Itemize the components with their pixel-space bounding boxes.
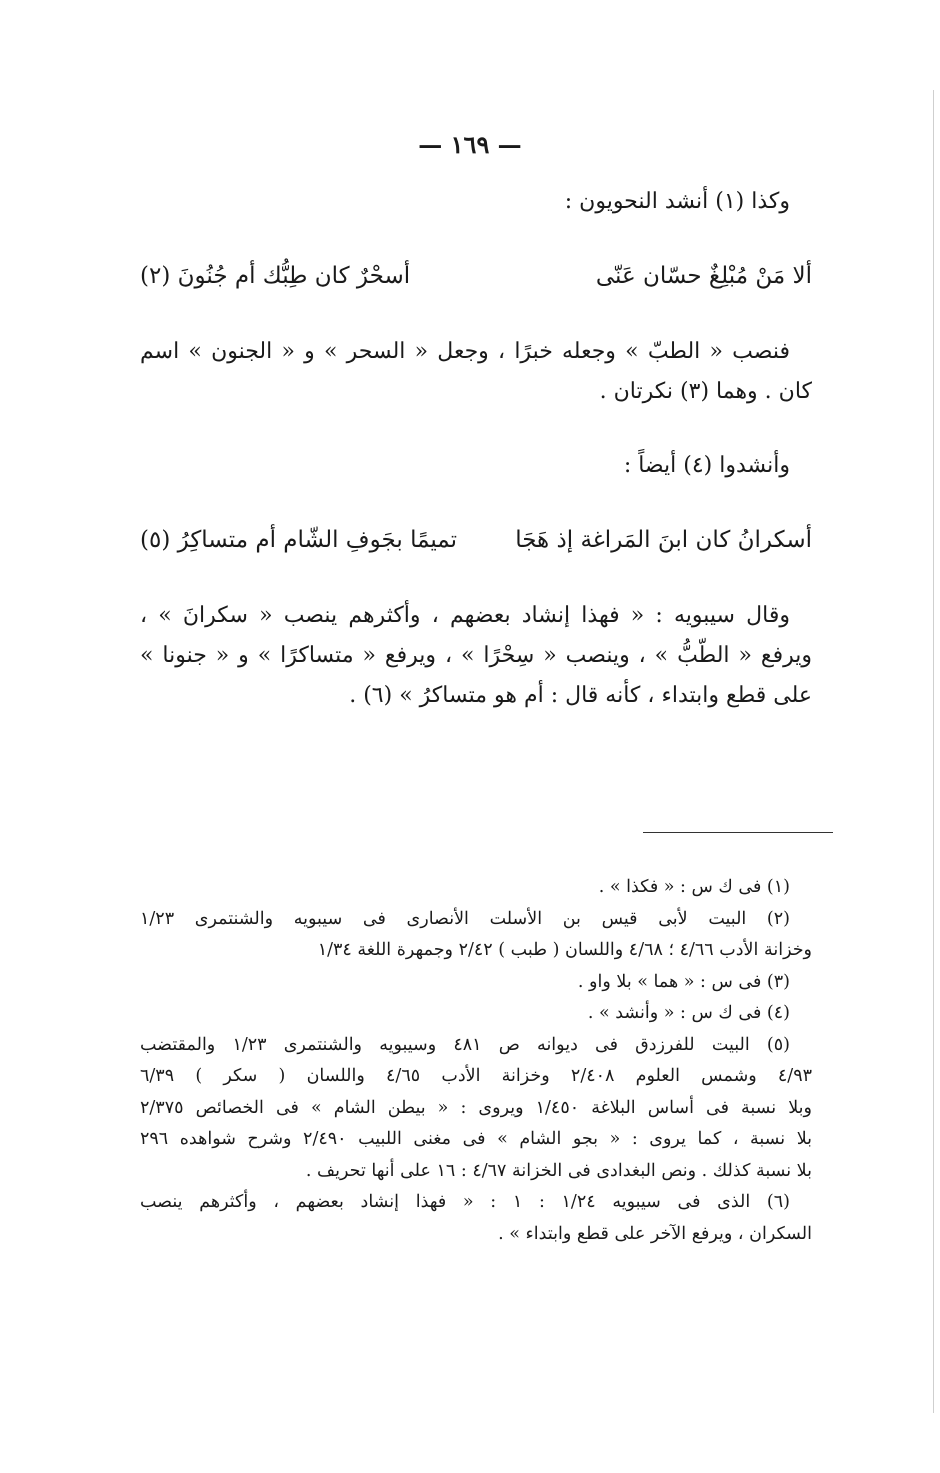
footnote-line: (١) فى ك س : « فكذا » . xyxy=(598,877,790,897)
verse-1-first-hemistich: ألا مَنْ مُبْلِغٌ حسّان عَنّى xyxy=(595,263,812,289)
footnote-line: وبلا نسبة فى أساس البلاغة ١/٤٥٠ ويروى : « بيطن الشام » فى الخصائص ٢/٣٧٥ xyxy=(140,1097,812,1118)
footnote-line: (٦) الذى فى سيبويه ١/٢٤ : ١ : « فهذا إنشاد بعضهم ، وأكثرهم ينصب xyxy=(140,1192,790,1212)
footnote-line: وخزانة الأدب ٤/٦٦ ؛ ٤/٦٨ واللسان ( طبب ) ٢/٤٢ وجمهرة اللغة ١/٣٤ xyxy=(317,940,812,960)
footnote-line: ٤/٩٣ وشمس العلوم ٢/٤٠٨ وخزانة الأدب ٤/٦٥ واللسان ( سكر ) ٦/٣٩ xyxy=(140,1066,812,1086)
verse-1-second-hemistich: أسحْرٌ كان طِبُّك أم جُنُونَ (٢) xyxy=(140,263,411,289)
footnote-line: (٣) فى س : « هما » بلا واو . xyxy=(577,971,790,992)
verse-2-second-hemistich: تميمًا بجَوفِ الشّام أم متساكِرُ (٥) xyxy=(140,527,458,553)
footnote-3 xyxy=(140,967,812,999)
footnote-line: بلا نسبة ، كما يروى : « بجو الشام » فى مغنى اللبيب ٢/٤٩٠ وشرح شواهده ٢٩٦ xyxy=(140,1129,812,1149)
verse-1 xyxy=(140,256,812,296)
footnote-5 xyxy=(140,1030,812,1188)
footnote-separator xyxy=(643,832,833,833)
intro-line-2: وأنشدوا (٤) أيضاً : xyxy=(623,453,790,478)
paragraph-1-line: كان . وهما (٣) نكرتان . xyxy=(599,379,812,404)
footnote-2 xyxy=(140,904,812,967)
footnote-line: بلا نسبة كذلك . ونص البغدادى فى الخزانة ٤/٦٧ : ١٦ على أنها تحريف . xyxy=(305,1160,812,1181)
main-text xyxy=(140,182,812,750)
paragraph-2-line: وقال سيبويه : « فهذا إنشاد بعضهم ، وأكثرهم ينصب « سكرانَ » ، xyxy=(140,603,790,628)
paragraph-2 xyxy=(140,596,812,716)
footnote-line: (٢) البيت لأبى قيس بن الأسلت الأنصارى فى سيبويه والشنتمرى ١/٢٣ xyxy=(140,908,790,929)
paragraph-2-line: ويرفع « الطّبُّ » ، وينصب « سِحْرًا » ، ويرفع « متساكرًا » و « جنونا » xyxy=(140,643,812,668)
footnote-line: (٥) البيت للفرزدق فى ديوانه ص ٤٨١ وسيبويه والشنتمرى ١/٢٣ والمقتضب xyxy=(140,1034,790,1055)
paragraph-1 xyxy=(140,332,812,412)
intro-line-1: وكذا (١) أنشد النحويون : xyxy=(564,189,790,214)
verse-2-first-hemistich: أسكرانُ كان ابنَ المَراغة إذ هَجَا xyxy=(515,527,812,553)
footnote-6 xyxy=(140,1187,812,1250)
paragraph-2-line: على قطع وابتداء ، كأنه قال : أم هو متساكرُ » (٦) . xyxy=(349,683,812,708)
footnote-1 xyxy=(140,872,812,904)
footnotes xyxy=(140,872,812,1250)
footnote-line: السكران ، ويرفع الآخر على قطع وابتداء » . xyxy=(498,1223,812,1244)
footnote-line: (٤) فى ك س : « وأنشد » . xyxy=(587,1003,790,1023)
paragraph-1-line: فنصب « الطبّ » وجعله خبرًا ، وجعل « السحر » و « الجنون » اسم xyxy=(140,339,790,364)
page-number: — ١٦٩ — xyxy=(418,130,522,159)
footnote-4 xyxy=(140,998,812,1030)
verse-2 xyxy=(140,520,812,560)
